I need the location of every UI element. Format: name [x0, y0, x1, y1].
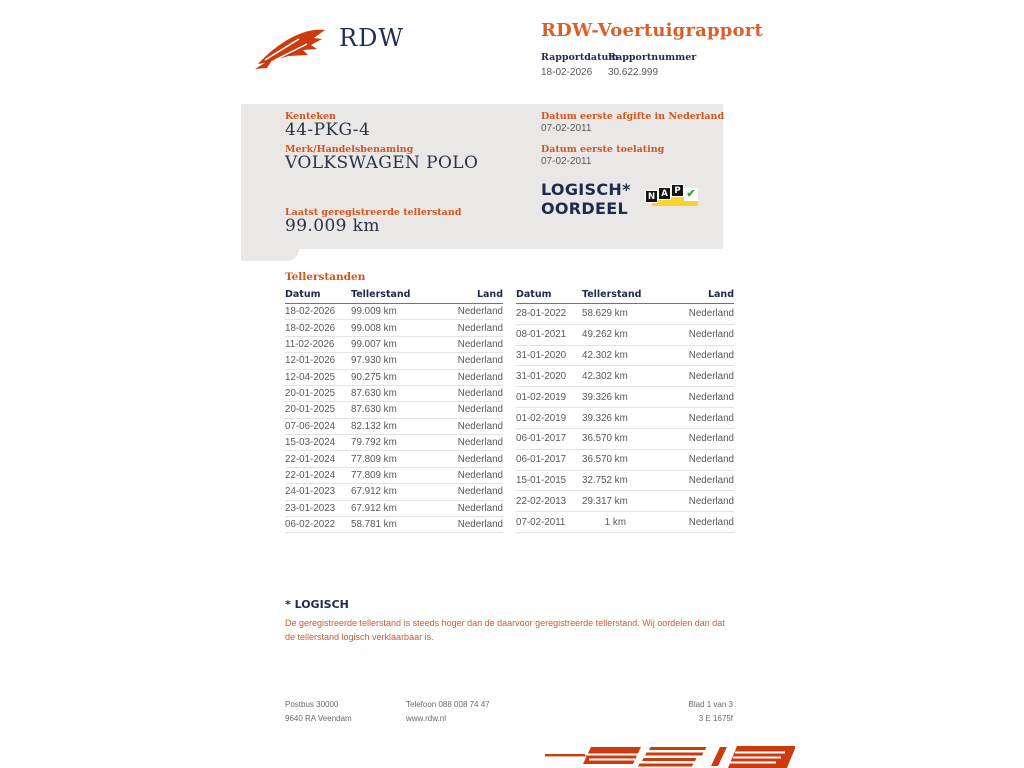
kenteken-value: 44-PKG-4 — [285, 120, 371, 140]
table-row — [285, 467, 503, 483]
row-country: Nederland — [395, 418, 503, 434]
row-date: 06-02-2022 — [285, 516, 351, 532]
footer-page-number: Blad 1 van 3 — [688, 700, 733, 709]
row-country: Nederland — [395, 516, 503, 532]
table-row — [285, 320, 503, 336]
row-date: 01-02-2019 — [516, 408, 582, 429]
row-date: 22-01-2024 — [285, 451, 351, 467]
row-date: 23-01-2023 — [285, 500, 351, 516]
col-header-land: Land — [395, 287, 503, 304]
footnote-text: De geregistreerde tellerstand is steeds hoger dan de daarvoor geregistreerde tellerstand. Wij oordelen dan dat de tellerstand logisch verklaarbaar is. — [285, 618, 725, 642]
row-country: Nederland — [395, 353, 503, 369]
afgifte-value: 07-02-2011 — [541, 123, 592, 134]
row-date: 07-02-2011 — [516, 512, 582, 533]
row-country: Nederland — [395, 320, 503, 336]
footer-city: 9640 RA Veendam — [285, 714, 352, 723]
row-odometer: 87.630 km — [351, 402, 395, 418]
vehicle-summary-panel — [241, 104, 723, 249]
afgifte-label: Datum eerste afgifte in Nederland — [541, 111, 725, 122]
col-header-land: Land — [626, 287, 734, 304]
row-odometer: 39.326 km — [582, 387, 626, 408]
oordeel-badge — [541, 180, 631, 218]
row-odometer: 99.009 km — [351, 304, 395, 320]
row-date: 18-02-2026 — [285, 304, 351, 320]
row-country: Nederland — [395, 369, 503, 385]
table-header-row — [516, 287, 734, 304]
row-country: Nederland — [626, 408, 734, 429]
report-date-value: 18-02-2026 — [541, 67, 593, 78]
row-odometer: 36.570 km — [582, 428, 626, 449]
table-row — [516, 449, 734, 470]
row-odometer: 77.809 km — [351, 451, 395, 467]
footer-postbus: Postbus 30000 — [285, 700, 339, 709]
row-country: Nederland — [395, 304, 503, 320]
col-header-datum: Datum — [285, 287, 351, 304]
table-row — [516, 408, 734, 429]
nap-letter-n: N — [645, 190, 658, 203]
row-odometer: 87.630 km — [351, 385, 395, 401]
row-odometer: 42.302 km — [582, 345, 626, 366]
row-country: Nederland — [395, 385, 503, 401]
row-date: 22-02-2013 — [516, 491, 582, 512]
row-country: Nederland — [626, 304, 734, 325]
rdw-feather-icon — [253, 22, 333, 72]
table-row — [285, 385, 503, 401]
report-number-block — [608, 52, 696, 78]
row-date: 20-01-2025 — [285, 385, 351, 401]
nap-logo — [644, 182, 700, 212]
col-header-tellerstand: Tellerstand — [351, 287, 395, 304]
row-date: 31-01-2020 — [516, 345, 582, 366]
report-number-label: Rapportnummer — [608, 52, 697, 63]
rdw-wordmark: RDW — [339, 24, 404, 52]
col-header-tellerstand: Tellerstand — [582, 287, 626, 304]
row-date: 08-01-2021 — [516, 324, 582, 345]
toelating-value: 07-02-2011 — [541, 156, 592, 167]
table-row — [516, 304, 734, 325]
row-odometer: 58.781 km — [351, 516, 395, 532]
table-row — [285, 435, 503, 451]
row-odometer: 67.912 km — [351, 484, 395, 500]
oordeel-line1: LOGISCH* — [541, 180, 631, 199]
row-country: Nederland — [626, 387, 734, 408]
row-date: 11-02-2026 — [285, 336, 351, 352]
row-date: 01-02-2019 — [516, 387, 582, 408]
table-row — [516, 366, 734, 387]
row-country: Nederland — [395, 484, 503, 500]
row-odometer: 79.792 km — [351, 435, 395, 451]
row-odometer: 29.317 km — [582, 491, 626, 512]
row-date: 18-02-2026 — [285, 320, 351, 336]
tellerstanden-table-right — [516, 287, 734, 533]
row-odometer: 99.008 km — [351, 320, 395, 336]
table-row — [285, 418, 503, 434]
row-date: 07-06-2024 — [285, 418, 351, 434]
table-row — [285, 516, 503, 532]
tellerstanden-heading: Tellerstanden — [285, 271, 366, 283]
row-odometer: 39.326 km — [582, 408, 626, 429]
row-country: Nederland — [395, 402, 503, 418]
row-date: 06-01-2017 — [516, 449, 582, 470]
page-title: RDW-Voertuigrapport — [541, 20, 763, 41]
row-country: Nederland — [626, 491, 734, 512]
row-odometer: 42.302 km — [582, 366, 626, 387]
nap-check-icon: ✔ — [684, 188, 698, 201]
merk-value: VOLKSWAGEN POLO — [285, 153, 479, 173]
rdw-logo — [253, 22, 404, 72]
row-date: 06-01-2017 — [516, 428, 582, 449]
row-date: 12-01-2026 — [285, 353, 351, 369]
tellerstanden-section — [285, 271, 734, 533]
table-row — [516, 428, 734, 449]
table-row — [516, 387, 734, 408]
table-row — [516, 324, 734, 345]
footnote-heading: * LOGISCH — [285, 598, 349, 611]
row-country: Nederland — [626, 428, 734, 449]
table-row — [516, 345, 734, 366]
report-date-block — [541, 52, 619, 78]
col-header-datum: Datum — [516, 287, 582, 304]
row-odometer: 90.275 km — [351, 369, 395, 385]
table-row — [285, 353, 503, 369]
row-odometer: 99.007 km — [351, 336, 395, 352]
row-date: 31-01-2020 — [516, 366, 582, 387]
footer-contact — [406, 698, 490, 726]
row-country: Nederland — [626, 366, 734, 387]
row-odometer: 82.132 km — [351, 418, 395, 434]
row-country: Nederland — [395, 336, 503, 352]
footer-phone: Telefoon 088 008 74 47 — [406, 700, 490, 709]
table-row — [516, 491, 734, 512]
row-country: Nederland — [395, 467, 503, 483]
footer-page-info — [689, 698, 733, 726]
row-country: Nederland — [395, 435, 503, 451]
row-odometer: 77.809 km — [351, 467, 395, 483]
table-row — [285, 336, 503, 352]
row-country: Nederland — [395, 500, 503, 516]
table-row — [285, 369, 503, 385]
row-date: 20-01-2025 — [285, 402, 351, 418]
row-date: 24-01-2023 — [285, 484, 351, 500]
row-country: Nederland — [626, 512, 734, 533]
row-date: 12-04-2025 — [285, 369, 351, 385]
report-meta — [541, 52, 714, 78]
row-date: 15-03-2024 — [285, 435, 351, 451]
merk-label: Merk/Handelsbenaming — [285, 144, 414, 155]
nap-letter-a: A — [658, 187, 671, 200]
nap-letter-p: P — [671, 184, 684, 197]
table-row — [285, 484, 503, 500]
logisch-footnote — [285, 598, 737, 644]
row-odometer: 49.262 km — [582, 324, 626, 345]
table-row — [516, 512, 734, 533]
row-odometer: 67.912 km — [351, 500, 395, 516]
row-date: 15-01-2015 — [516, 470, 582, 491]
row-odometer: 32.752 km — [582, 470, 626, 491]
laatste-tellerstand-value: 99.009 km — [285, 216, 380, 236]
row-country: Nederland — [626, 470, 734, 491]
footer-website: www.rdw.nl — [406, 714, 447, 723]
row-odometer: 1 km — [582, 512, 626, 533]
row-odometer: 97.930 km — [351, 353, 395, 369]
table-row — [285, 402, 503, 418]
table-header-row — [285, 287, 503, 304]
table-row — [285, 304, 503, 320]
table-row — [285, 451, 503, 467]
row-date: 28-01-2022 — [516, 304, 582, 325]
row-country: Nederland — [626, 324, 734, 345]
row-odometer: 36.570 km — [582, 449, 626, 470]
table-row — [285, 500, 503, 516]
tellerstanden-table-left — [285, 287, 503, 533]
page-footer — [285, 698, 733, 728]
report-date-label: Rapportdatum — [541, 52, 619, 63]
toelating-label: Datum eerste toelating — [541, 144, 665, 155]
row-country: Nederland — [626, 449, 734, 470]
footer-address — [285, 698, 352, 726]
row-date: 22-01-2024 — [285, 467, 351, 483]
footer-form-code: 3 E 1675f — [698, 714, 733, 723]
row-country: Nederland — [395, 451, 503, 467]
table-row — [516, 470, 734, 491]
row-country: Nederland — [626, 345, 734, 366]
oordeel-line2: OORDEEL — [541, 199, 628, 218]
kenteken-label: Kenteken — [285, 111, 336, 122]
laatste-tellerstand-label: Laatst geregistreerde tellerstand — [285, 207, 462, 218]
rdw-speedlines-graphic — [545, 741, 795, 768]
report-number-value: 30.622.999 — [608, 67, 659, 78]
row-odometer: 58.629 km — [582, 304, 626, 325]
